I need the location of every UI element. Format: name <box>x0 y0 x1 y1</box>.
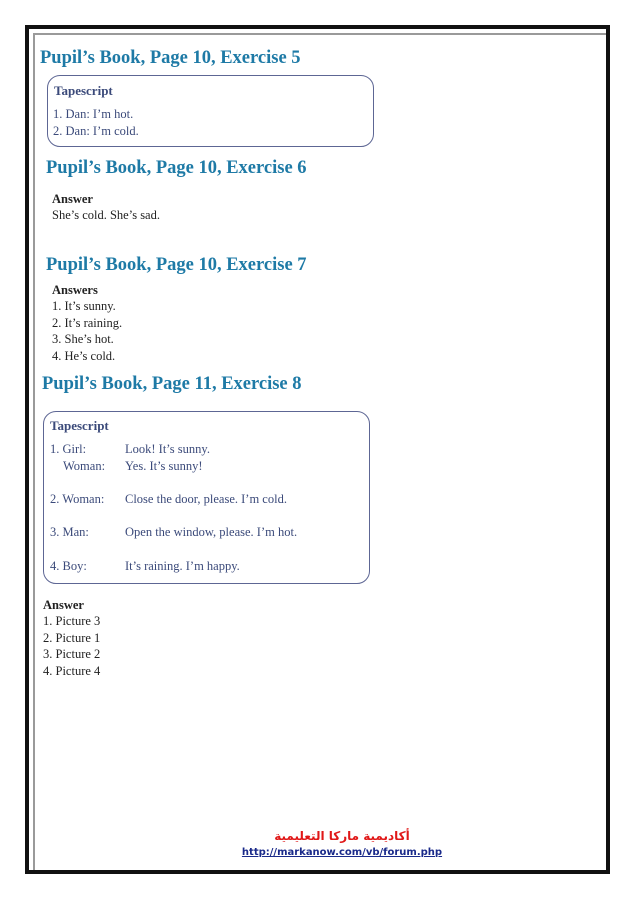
answer-item: 4. He’s cold. <box>52 349 116 363</box>
answer-item: 3. Picture 2 <box>43 647 101 661</box>
tapescript-speaker: 3. Man: <box>50 525 89 539</box>
tapescript-title: Tapescript <box>54 83 113 98</box>
answer-item: 2. It’s raining. <box>52 316 123 330</box>
heading-exercise-8: Pupil’s Book, Page 11, Exercise 8 <box>42 374 302 394</box>
tapescript-title: Tapescript <box>50 418 109 433</box>
heading-exercise-6: Pupil’s Book, Page 10, Exercise 6 <box>46 158 307 178</box>
heading-exercise-5: Pupil’s Book, Page 10, Exercise 5 <box>40 48 301 68</box>
heading-exercise-7: Pupil’s Book, Page 10, Exercise 7 <box>46 255 307 275</box>
tapescript-speaker: 4. Boy: <box>50 559 87 573</box>
tapescript-line: Close the door, please. I’m cold. <box>125 492 287 506</box>
answer-item: 2. Picture 1 <box>43 631 101 645</box>
tapescript-line: Look! It’s sunny. <box>125 442 210 456</box>
answer-item: 1. Picture 3 <box>43 614 101 628</box>
footer-url-link[interactable]: http://markanow.com/vb/forum.php <box>241 847 443 858</box>
tapescript-speaker: Woman: <box>63 459 106 473</box>
answer-label: Answer <box>52 192 93 206</box>
tapescript-line: 2. Dan: I’m cold. <box>53 124 139 138</box>
tapescript-speaker: 1. Girl: <box>50 442 87 456</box>
tapescript-line: It’s raining. I’m happy. <box>125 559 240 573</box>
footer-academy-name: أكاديمية ماركا التعليمية <box>274 829 410 843</box>
tapescript-line: 1. Dan: I’m hot. <box>53 107 134 121</box>
answer-item: 3. She’s hot. <box>52 332 114 346</box>
answers-label: Answers <box>52 283 98 297</box>
tapescript-speaker: 2. Woman: <box>50 492 105 506</box>
answer-text: She’s cold. She’s sad. <box>52 208 160 222</box>
tapescript-line: Open the window, please. I’m hot. <box>125 525 298 539</box>
answer-label: Answer <box>43 598 84 612</box>
answer-item: 1. It’s sunny. <box>52 299 116 313</box>
answer-item: 4. Picture 4 <box>43 664 101 678</box>
tapescript-line: Yes. It’s sunny! <box>125 459 203 473</box>
